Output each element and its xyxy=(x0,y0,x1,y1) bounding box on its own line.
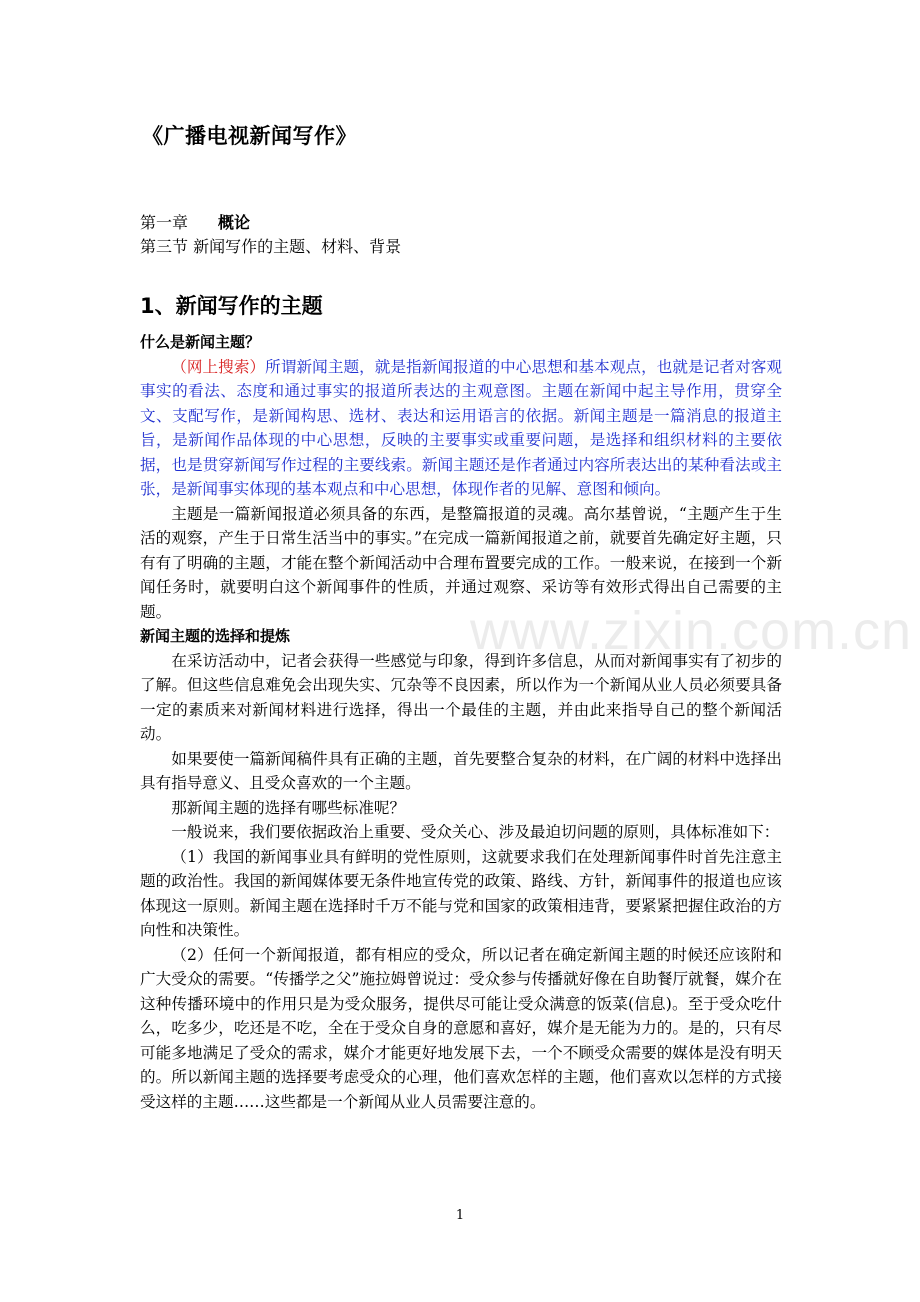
search-text: 所谓新闻主题，就是指新闻报道的中心思想和基本观点，也就是记者对客观事实的看法、态度和通过事实的报道所表达的主观意图。主题在新闻中起主导作用，贯穿全文、支配写作，是新闻构思、选材、表达和运用语言的依据。新闻主题是一篇消息的报道主旨，是新闻作品体现的中心思想，反映的主要事实或重要问题，是选择和组织材料的主要依据，也是贯穿新闻写作过程的主要线索。新闻主题还是作者通过内容所表达出的某种看法或主张，是新闻事实体现的基本观点和中心思想，体现作者的见解、意图和倾向。 xyxy=(140,357,782,498)
section-title: 第三节 新闻写作的主题、材料、背景 xyxy=(140,237,402,256)
paragraph-standard-2: （2）任何一个新闻报道，都有相应的受众，所以记者在确定新闻主题的时候还应该附和广大受众的需要。“传播学之父”施拉姆曾说过：受众参与传播就好像在自助餐厅就餐，媒介在这种传播环境中的作用只是为受众服务，提供尽可能让受众满意的饭菜(信息)。至于受众吃什么，吃多少，吃还是不吃，全在于受众自身的意愿和喜好，媒介是无能为力的。是的，只有尽可能多地满足了受众的需求，媒介才能更好地发展下去，一个不顾受众需要的媒体是没有明天的。所以新闻主题的选择要考虑受众的心理，他们喜欢怎样的主题，他们喜欢以怎样的方式接受这样的主题……这些都是一个新闻从业人员需要注意的。 xyxy=(140,945,782,1111)
chapter-title: 概论 xyxy=(218,213,251,232)
search-tag: （网上搜索） xyxy=(171,357,266,376)
page-number: 1 xyxy=(455,1208,465,1223)
section-heading: 1、新闻写作的主题 xyxy=(140,294,323,318)
chapter-line xyxy=(140,210,250,233)
paragraph-interview: 在采访活动中，记者会获得一些感觉与印象，得到许多信息，从而对新闻事实有了初步的了解。但这些信息难免会出现失实、冗杂等不良因素，所以作为一个新闻从业人员必须要具备一定的素质来对新闻材料进行选择，得出一个最佳的主题，并由此来指导自己的整个新闻活动。 xyxy=(140,651,782,743)
paragraph-theme-soul: 主题是一篇新闻报道必须具备的东西，是整篇报道的灵魂。高尔基曾说，“主题产生于生活的观察，产生于日常生活当中的事实。”在完成一篇新闻报道之前，就要首先确定好主题，只有有了明确的主题，才能在整个新闻活动中合理布置要完成的工作。一般来说，在接到一个新闻任务时，就要明白这个新闻事件的性质，并通过观察、采访等有效形式得出自己需要的主题。 xyxy=(140,504,782,621)
search-paragraph xyxy=(140,355,782,502)
paragraph-correct-theme: 如果要使一篇新闻稿件具有正确的主题，首先要整合复杂的材料，在广阔的材料中选择出具有指导意义、且受众喜欢的一个主题。 xyxy=(140,749,782,792)
document-title: 《广播电视新闻写作》 xyxy=(142,124,357,148)
watermark: www.zixin.com.cn xyxy=(470,601,913,661)
paragraph-standard-1: （1）我国的新闻事业具有鲜明的党性原则，这就要求我们在处理新闻事件时首先注意主题的政治性。我国的新闻媒体要无条件地宣传党的政策、路线、方针，新闻事件的报道也应该体现这一原则。新闻主题在选择时千万不能与党和国家的政策相违背，要紧紧把握住政治的方向性和决策性。 xyxy=(140,847,782,939)
chapter-label: 第一章 xyxy=(140,213,189,232)
subheading-what-is-theme: 什么是新闻主题？ xyxy=(140,333,261,351)
subheading-selection: 新闻主题的选择和提炼 xyxy=(140,627,291,645)
document-body xyxy=(140,330,782,1114)
paragraph-standards-question: 那新闻主题的选择有哪些标准呢？ xyxy=(171,798,406,817)
paragraph-standards-intro: 一般说来，我们要依据政治上重要、受众关心、涉及最迫切问题的原则，具体标准如下： xyxy=(171,823,780,841)
